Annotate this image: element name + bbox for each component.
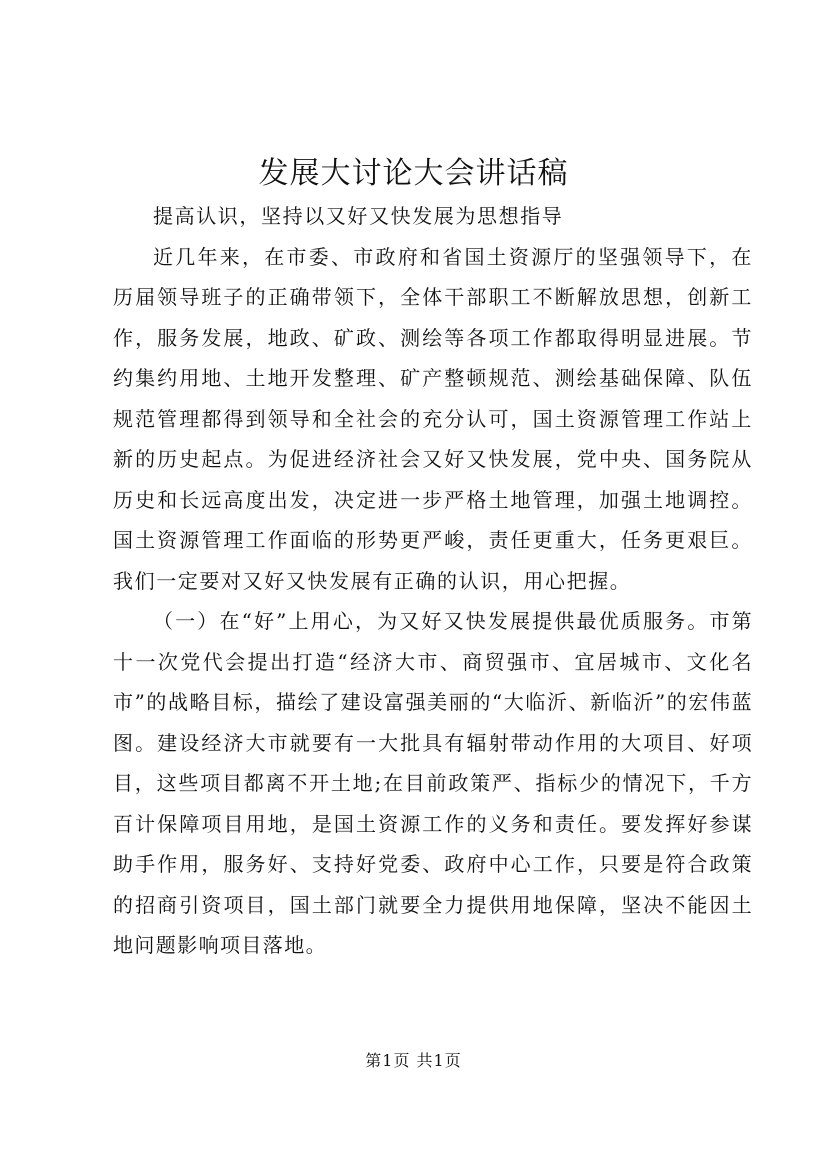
document-body [113,196,753,966]
section-subheading: 提高认识，坚持以又好又快发展为思想指导 [153,204,564,228]
document-title: 发展大讨论大会讲话稿 [258,156,569,191]
body-paragraph: 近几年来，在市委、市政府和省国土资源厅的坚强领导下，在历届领导班子的正确带领下，全体干部职工不断解放思想，创新工作，服务发展，地政、矿政、测绘等各项工作都取得明显进展。节约集约用地、土地开发整理、矿产整顿规范、测绘基础保障、队伍规范管理都得到领导和全社会的充分认可，国土资源管理工作站上新的历史起点。为促进经济社会又好又快发展，党中央、国务院从历史和长远高度出发，决定进一步严格土地管理，加强土地调控。国土资源管理工作面临的形势更严峻，责任更重大，任务更艰巨。我们一定要对又好又快发展有正确的认识，用心把握。 [113,244,753,593]
page-number-footer: 第1页 共1页 [365,1051,462,1070]
body-paragraph: （一）在“好”上用心，为又好又快发展提供最优质服务。市第十一次党代会提出打造“经济大市、商贸强市、宜居城市、文化名市”的战略目标，描绘了建设富强美丽的“大临沂、新临沂”的宏伟蓝图。建设经济大市就要有一大批具有辐射带动作用的大项目、好项目，这些项目都离不开土地;在目前政策严、指标少的情况下，千方百计保障项目用地，是国土资源工作的义务和责任。要发挥好参谋助手作用，服务好、支持好党委、政府中心工作，只要是符合政策的招商引资项目，国土部门就要全力提供用地保障，坚决不能因土地问题影响项目落地。 [113,609,753,957]
